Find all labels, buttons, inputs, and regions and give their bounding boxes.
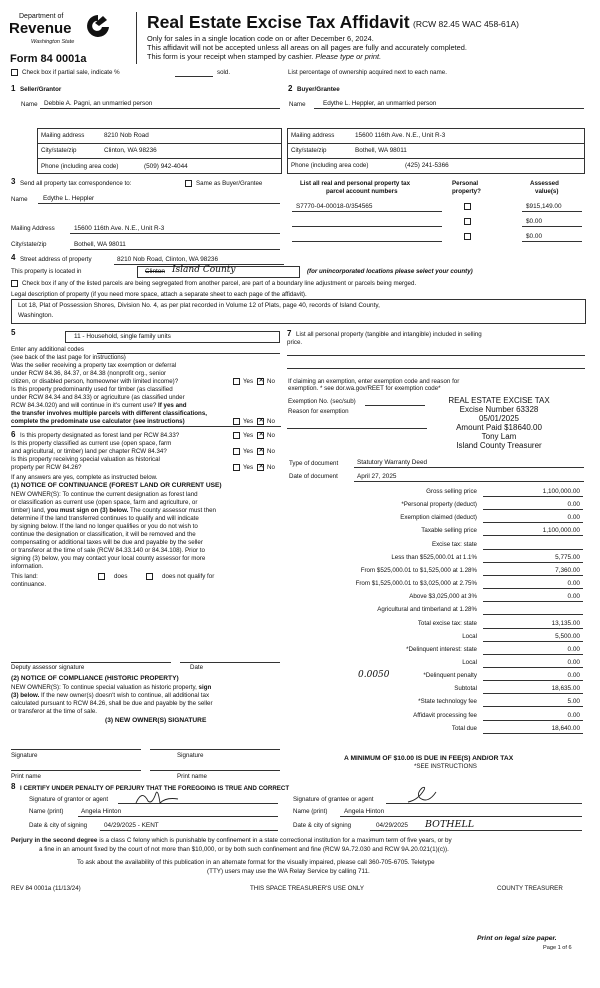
- calc-row-label: From $1,525,000.01 to $3,025,000 at 2.75%: [355, 580, 477, 588]
- calc-row-label: Gross selling price: [426, 488, 477, 495]
- local-rate[interactable]: 0.0050: [358, 670, 390, 680]
- seller-heading: Seller/Grantor: [20, 86, 62, 93]
- calc-row-label: Less than $525,000.01 at 1.1%: [391, 553, 477, 561]
- seller-phone-label: Phone (including area code): [41, 163, 119, 170]
- s7-l2: price.: [287, 339, 303, 346]
- grantor-date-label: Date & city of signing: [29, 822, 88, 829]
- s6-q2-no-label: No: [267, 448, 275, 455]
- s5-q2-no[interactable]: [257, 418, 264, 425]
- s6-q4: or transferor at the time of sale.: [11, 708, 97, 715]
- seller-name[interactable]: Debbie A. Pagni, an unmarried person: [44, 100, 153, 107]
- alt-format-line1: To ask about the availability of this publication in an alternate format for the visually impaired, please call 360-705-6705. Teletype: [77, 859, 435, 866]
- calc-row-line: [483, 575, 583, 576]
- calc-row-line: [483, 641, 583, 642]
- calc-row-label: *Delinquent interest: state: [406, 645, 477, 653]
- calc-row-line: [483, 720, 583, 721]
- seller-city[interactable]: Clinton, WA 98236: [104, 147, 157, 154]
- s6-l1: Is this property designated as forest land per RCW 84.33?: [20, 432, 180, 439]
- calc-row-line: [483, 588, 583, 589]
- stamp-line4: Amount Paid $18640.00: [456, 423, 542, 432]
- header-line1: Only for sales in a single location code on or after December 6, 2024.: [147, 34, 374, 43]
- exemption-note-2: exemption. * see dor.wa.gov/REET for exemption code*: [288, 385, 441, 392]
- s6-q2-no[interactable]: [257, 448, 264, 455]
- s6-p6: continue the designation or classification, it will be removed and the: [11, 531, 196, 538]
- grantor-signature[interactable]: [130, 787, 190, 807]
- calc-row-value[interactable]: 0.00: [567, 593, 580, 601]
- buyer-city-label: City/state/zip: [291, 147, 327, 154]
- s5-q1-no[interactable]: [257, 378, 264, 385]
- seller-mail-label: Mailing address: [41, 132, 85, 139]
- same-as-buyer-checkbox[interactable]: [185, 180, 192, 187]
- pct-note: List percentage of ownership acquired next to each name.: [288, 69, 447, 76]
- parcel-number-1[interactable]: S7770-04-00018-0/354565: [296, 203, 373, 210]
- stamp-line3: 05/01/2025: [478, 414, 520, 423]
- grantee-city[interactable]: BOTHELL: [425, 819, 475, 830]
- s6-p7: compensating or additional taxes will be due and payable by the seller: [11, 539, 203, 546]
- calc-row-label: Agricultural and timberland at 1.28%: [377, 606, 477, 614]
- calc-row-label: *State technology fee: [418, 698, 477, 706]
- form-title: Real Estate Excise Tax Affidavit: [147, 12, 410, 32]
- doc-type-label: Type of document: [289, 460, 339, 467]
- calc-row-line: [483, 733, 583, 734]
- calc-row-label: Exemption claimed (deduct): [400, 514, 477, 522]
- s6-q3-yes-label: Yes: [243, 464, 254, 471]
- exemption-no-label: Exemption No. (sec/sub): [288, 398, 356, 405]
- s5-q1-yes[interactable]: [233, 378, 240, 385]
- s6-h1: (1) NOTICE OF CONTINUANCE (FOREST LAND OR CURRENT USE): [11, 482, 222, 489]
- dept-label: Department of: [19, 13, 64, 20]
- partial-sale-checkbox[interactable]: [11, 69, 18, 76]
- grantee-name-label: Name (print): [293, 808, 328, 815]
- grantee-name[interactable]: Angela Hinton: [344, 808, 385, 815]
- seller-mail[interactable]: 8210 Nob Road: [104, 132, 149, 139]
- grantor-sig-label: Signature of grantor or agent: [29, 796, 109, 803]
- header-line2: This affidavit will not be accepted unless all areas on all pages are fully and accurately completed.: [147, 43, 467, 52]
- calc-row-value[interactable]: 0.00: [567, 711, 580, 719]
- seller-city-label: City/state/zip: [41, 147, 77, 154]
- assessed-header: Assessed: [530, 180, 559, 187]
- calc-row-line: [483, 680, 583, 681]
- s6-h2: (2) NOTICE OF COMPLIANCE (HISTORIC PROPERTY): [11, 675, 179, 682]
- s6-p5: by signing below. If the land no longer qualifies or you do not wish to: [11, 523, 198, 530]
- s6-land-label: This land:: [11, 573, 38, 580]
- uninc-note: (for unincorporated locations please select your county): [307, 268, 473, 275]
- new-owner-sig-2: Signature: [177, 752, 204, 759]
- s3-name-label: Name: [11, 196, 28, 203]
- s6-p3: timber) land, you must sign on (3) below. The county assessor must then: [11, 507, 216, 514]
- s6-q3-yes[interactable]: [233, 464, 240, 471]
- s5-q1-no-label: No: [267, 378, 275, 385]
- calc-row-line: [483, 654, 583, 655]
- s5-l9: the transfer involves multiple parcels with different classifications,: [11, 410, 207, 417]
- calc-row-line: [483, 549, 583, 550]
- calc-row-line: [483, 667, 583, 668]
- calc-row-line: [483, 562, 583, 563]
- stamp-line1: REAL ESTATE EXCISE TAX: [448, 396, 550, 405]
- calc-row-label: Local: [462, 632, 477, 640]
- new-owner-print-2: Print name: [177, 773, 207, 780]
- calc-row-value[interactable]: 18,635.00: [551, 685, 580, 693]
- s6-q3-no-label: No: [267, 464, 275, 471]
- calc-row-label: Affidavit processing fee: [413, 711, 477, 719]
- assessed-header-2: value(s): [535, 188, 559, 195]
- does-label: does: [114, 573, 128, 580]
- calc-row-label: Subtotal: [454, 685, 477, 693]
- s3-name[interactable]: Edythe L. Heppler: [43, 195, 95, 202]
- does-not-qualify-checkbox[interactable]: [146, 573, 153, 580]
- s7-l1: List all personal property (tangible and intangible) included in selling: [296, 331, 482, 338]
- s6-p1: NEW OWNER(S): To continue the current designation as forest land: [11, 491, 198, 498]
- s6-l4: Is this property receiving special valuation as historical: [11, 456, 160, 463]
- calc-row-line: [483, 706, 583, 707]
- calc-row-value[interactable]: 0.00: [567, 501, 580, 509]
- calc-row-label: Total excise tax: state: [417, 619, 477, 627]
- s5-l10: complete the predominate use calculator (see instructions): [11, 418, 185, 425]
- s5-q2-no-label: No: [267, 418, 275, 425]
- location-county: Island County: [172, 265, 236, 275]
- grantee-sig-label: Signature of grantee or agent: [293, 796, 374, 803]
- s3-mail[interactable]: 15600 116th Ave. N.E., Unit R-3: [74, 225, 165, 232]
- s6-q1-yes-label: Yes: [243, 432, 254, 439]
- calc-row-line: [483, 628, 583, 629]
- s3-city-label: City/state/zip: [11, 241, 47, 248]
- calc-row-value[interactable]: 1,100,000.00: [542, 488, 580, 495]
- revenue-logo-icon: [85, 14, 111, 38]
- grantor-date-city[interactable]: 04/29/2025 - KENT: [104, 822, 159, 829]
- calc-row-line: [483, 614, 583, 615]
- state-label: Washington State: [31, 39, 75, 45]
- calc-row-label: *Delinquent penalty: [423, 672, 477, 680]
- calc-row-value[interactable]: 18,640.00: [551, 724, 580, 732]
- s6-p2: or classification as current use (open space, farm and agriculture, or: [11, 499, 198, 506]
- buyer-phone[interactable]: (425) 241-5366: [405, 162, 449, 169]
- assessed-value-3[interactable]: $0.00: [526, 233, 542, 240]
- partial-sale-label: Check box if partial sale, indicate %: [22, 69, 120, 76]
- calc-row-label: Taxable selling price: [421, 527, 477, 535]
- s6-q1-no[interactable]: [257, 432, 264, 439]
- doc-type[interactable]: Statutory Warranty Deed: [357, 459, 428, 466]
- does-not-label: does not qualify for: [162, 573, 215, 580]
- s6-q1: NEW OWNER(S): To continue special valuation as historic property, sign: [11, 684, 212, 691]
- calc-row-value[interactable]: 1,100,000.00: [542, 527, 580, 535]
- grantor-name[interactable]: Angela Hinton: [81, 808, 122, 815]
- s6-l6: If any answers are yes, complete as instructed below.: [11, 474, 158, 481]
- s6-l3: and agricultural, or timber) land per chapter RCW 84.34?: [11, 448, 167, 455]
- form-rcw: (RCW 82.45 WAC 458-61A): [413, 19, 519, 29]
- footer-page: Page 1 of 6: [543, 945, 572, 951]
- buyer-heading: Buyer/Grantee: [297, 86, 340, 93]
- alt-format-line2: (TTY) users may use the WA Relay Service by calling 711.: [207, 868, 370, 875]
- personal-checkbox-3[interactable]: [464, 233, 471, 240]
- s6-h3: (3) NEW OWNER(S) SIGNATURE: [105, 717, 207, 724]
- calc-row-line: [483, 601, 583, 602]
- see-instructions: *SEE INSTRUCTIONS: [414, 763, 477, 770]
- s5-l5: citizen, or disabled person, homeowner with limited income)?: [11, 378, 179, 385]
- calc-row-line: [483, 509, 583, 510]
- s6-q3-no[interactable]: [257, 464, 264, 471]
- buyer-phone-label: Phone (including area code): [291, 162, 369, 169]
- new-owner-print-1: Print name: [11, 773, 41, 780]
- land-use-code[interactable]: 11 - Household, single family units: [74, 333, 171, 340]
- footer-treasurer-use: THIS SPACE TREASURER'S USE ONLY: [250, 885, 364, 892]
- buyer-name[interactable]: Edythe L. Heppler, an unmarried person: [323, 100, 437, 107]
- calc-row-label: Local: [462, 658, 477, 666]
- s6-q2-yes[interactable]: [233, 448, 240, 455]
- perjury-line2: a fine in an amount fixed by the court of not more than $10,000, or by both such confinement and fine (RCW 9A.72.030 and RCW 9A.20.021(1)(c)).: [39, 846, 449, 853]
- s6-q1-no-label: No: [267, 432, 275, 439]
- assessed-value-2[interactable]: $0.00: [526, 218, 542, 225]
- exemption-reason-label: Reason for exemption: [288, 408, 349, 415]
- stamp-line6: Island County Treasurer: [456, 441, 542, 450]
- legal-desc-2[interactable]: Washington.: [18, 312, 54, 319]
- street-label: Street address of property: [20, 256, 92, 263]
- street-address[interactable]: 8210 Nob Road, Clinton, WA 98236: [117, 256, 219, 263]
- s5-l1: Enter any additional codes: [11, 346, 84, 353]
- s5-l4: under RCW 84.36, 84.37, or 84.38 (nonprofit org., senior: [11, 370, 167, 377]
- s5-l6: Is this property predominantly used for timber (as classified: [11, 386, 173, 393]
- calc-row-label: Excise tax: state: [431, 540, 477, 548]
- calc-row-value[interactable]: 0.00: [567, 580, 580, 588]
- footer-county-treasurer: COUNTY TREASURER: [497, 885, 563, 892]
- does-qualify-checkbox[interactable]: [98, 573, 105, 580]
- s6-l2: Is this property classified as current use (open space, farm: [11, 440, 172, 447]
- revenue-logo-text: Revenue: [9, 20, 72, 37]
- s5-l3: Was the seller receiving a property tax exemption or deferral: [11, 362, 177, 369]
- s5-l7: under RCW 84.34 and 84.33) or agriculture (as classified under: [11, 394, 185, 401]
- calc-row-value[interactable]: 0.00: [567, 658, 580, 666]
- buyer-mail[interactable]: 15600 116th Ave. N.E., Unit R-3: [355, 132, 446, 139]
- grantor-name-label: Name (print): [29, 808, 64, 815]
- legal-label: Legal description of property (if you need more space, attach a separate sheet to each page of the affidavit).: [11, 291, 307, 298]
- s6-l5: property per RCW 84.26?: [11, 464, 82, 471]
- form-number: Form 84 0001a: [10, 53, 87, 65]
- s5-l8: RCW 84.34.020) and will continue in it's current use? If yes and: [11, 402, 187, 409]
- s6-p10: information.: [11, 563, 44, 570]
- stamp-line5: Tony Lam: [481, 432, 517, 441]
- calc-row-value[interactable]: 0.00: [567, 672, 580, 680]
- s6-q3: calculated pursuant to RCW 84.26, shall be due and payable by the seller: [11, 700, 213, 707]
- grantee-date[interactable]: 04/29/2025: [376, 822, 408, 829]
- personal-checkbox-1[interactable]: [464, 203, 471, 210]
- s3-mail-label: Mailing Address: [11, 225, 55, 232]
- location-struck: Clinton: [145, 268, 165, 275]
- s6-p8: or transferor at the time of sale (RCW 84.33.140 or 84.34.108). Prior to: [11, 547, 205, 554]
- calc-row-value[interactable]: 5,775.00: [555, 553, 580, 561]
- calc-row-label: From $525,000.01 to $1,525,000 at 1.28%: [360, 566, 477, 574]
- s6-q2-yes-label: Yes: [243, 448, 254, 455]
- perjury-line1: Perjury in the second degree is a class C felony which is punishable by confinement in a state correctional institution for a maximum term of five years, or by: [11, 837, 452, 844]
- calc-row-value[interactable]: 13,135.00: [551, 619, 580, 627]
- calc-row-label: Above $3,025,000 at 3%: [409, 593, 477, 601]
- personal-header-2: property?: [452, 188, 481, 195]
- legal-desc-1[interactable]: Lot 18, Plat of Possession Shores, Division No. 4, as per plat recorded in Volume 12 of Plats, page 40, records of Island County,: [18, 302, 380, 309]
- exemption-note-1: If claiming an exemption, enter exemption code and reason for: [288, 378, 460, 385]
- assessed-value-1[interactable]: $915,149.00: [526, 203, 562, 210]
- calc-row-value[interactable]: 7,360.00: [555, 566, 580, 574]
- new-owner-sig-1: Signature: [11, 752, 38, 759]
- doc-date[interactable]: April 27, 2025: [357, 473, 397, 480]
- personal-checkbox-2[interactable]: [464, 218, 471, 225]
- min-note: A MINIMUM OF $10.00 IS DUE IN FEE(S) AND/OR TAX: [344, 755, 514, 762]
- header-line3: This form is your receipt when stamped by cashier. Please type or print.: [147, 52, 382, 61]
- deputy-sig-label: Deputy assessor signature: [11, 664, 85, 671]
- segregated-checkbox[interactable]: [11, 280, 18, 287]
- buyer-mail-label: Mailing address: [291, 132, 335, 139]
- located-label: This property is located in: [11, 268, 82, 275]
- calc-row-line: [483, 496, 583, 497]
- s5-q1-yes-label: Yes: [243, 378, 254, 385]
- calc-row-line: [483, 535, 583, 536]
- calc-row-line: [483, 693, 583, 694]
- footer-legal-size: Print on legal size paper.: [477, 935, 557, 942]
- stamp-line2: Excise Number 63328: [459, 405, 539, 414]
- seller-phone[interactable]: (509) 942-4044: [144, 163, 188, 170]
- grantee-signature[interactable]: [396, 784, 456, 806]
- s5-l2: (see back of the last page for instructions): [11, 354, 126, 361]
- same-as-buyer-label: Same as Buyer/Grantee: [196, 180, 263, 187]
- cert-heading: I CERTIFY UNDER PENALTY OF PERJURY THAT THE FOREGOING IS TRUE AND CORRECT: [20, 785, 290, 792]
- segregated-label: Check box if any of the listed parcels are being segregated from another parcel, are part of a boundary line adjustment or parcels being merged.: [22, 280, 417, 287]
- s3-heading: Send all property tax correspondence to:: [20, 180, 132, 187]
- s6-q1-yes[interactable]: [233, 432, 240, 439]
- s5-q2-yes-label: Yes: [243, 418, 254, 425]
- parcel-header-2: parcel account numbers: [326, 188, 398, 195]
- calc-row-line: [483, 522, 583, 523]
- calc-row-value[interactable]: 5,500.00: [555, 632, 580, 640]
- s6-q2: (3) below. If the new owner(s) doesn't wish to continue, all additional tax: [11, 692, 210, 699]
- sold-label: sold.: [217, 69, 231, 76]
- buyer-name-label: Name: [289, 101, 306, 108]
- footer-rev: REV 84 0001a (11/13/24): [11, 885, 81, 892]
- calc-row-value[interactable]: 5.00: [567, 698, 580, 706]
- grantee-date-label: Date & city of signing: [293, 822, 352, 829]
- calc-row-label: Total due: [451, 724, 477, 732]
- calc-row-value[interactable]: 0.00: [567, 514, 580, 522]
- doc-date-label: Date of document: [289, 473, 338, 480]
- seller-name-label: Name: [21, 101, 38, 108]
- s6-p9: signing (3) below, you may contact your local county assessor for more: [11, 555, 206, 562]
- s6-cont: continuance.: [11, 581, 47, 588]
- s6-p4: determine if the land transferred continues to qualify and will indicate: [11, 515, 199, 522]
- calc-row-label: *Personal property (deduct): [401, 501, 477, 509]
- s3-city[interactable]: Bothell, WA 98011: [74, 241, 126, 248]
- personal-header: Personal: [452, 180, 479, 187]
- s5-q2-yes[interactable]: [233, 418, 240, 425]
- deputy-date-label: Date: [190, 664, 204, 671]
- parcel-header-1: List all real and personal property tax: [300, 180, 411, 187]
- buyer-city[interactable]: Bothell, WA 98011: [355, 147, 407, 154]
- calc-row-value[interactable]: 0.00: [567, 645, 580, 653]
